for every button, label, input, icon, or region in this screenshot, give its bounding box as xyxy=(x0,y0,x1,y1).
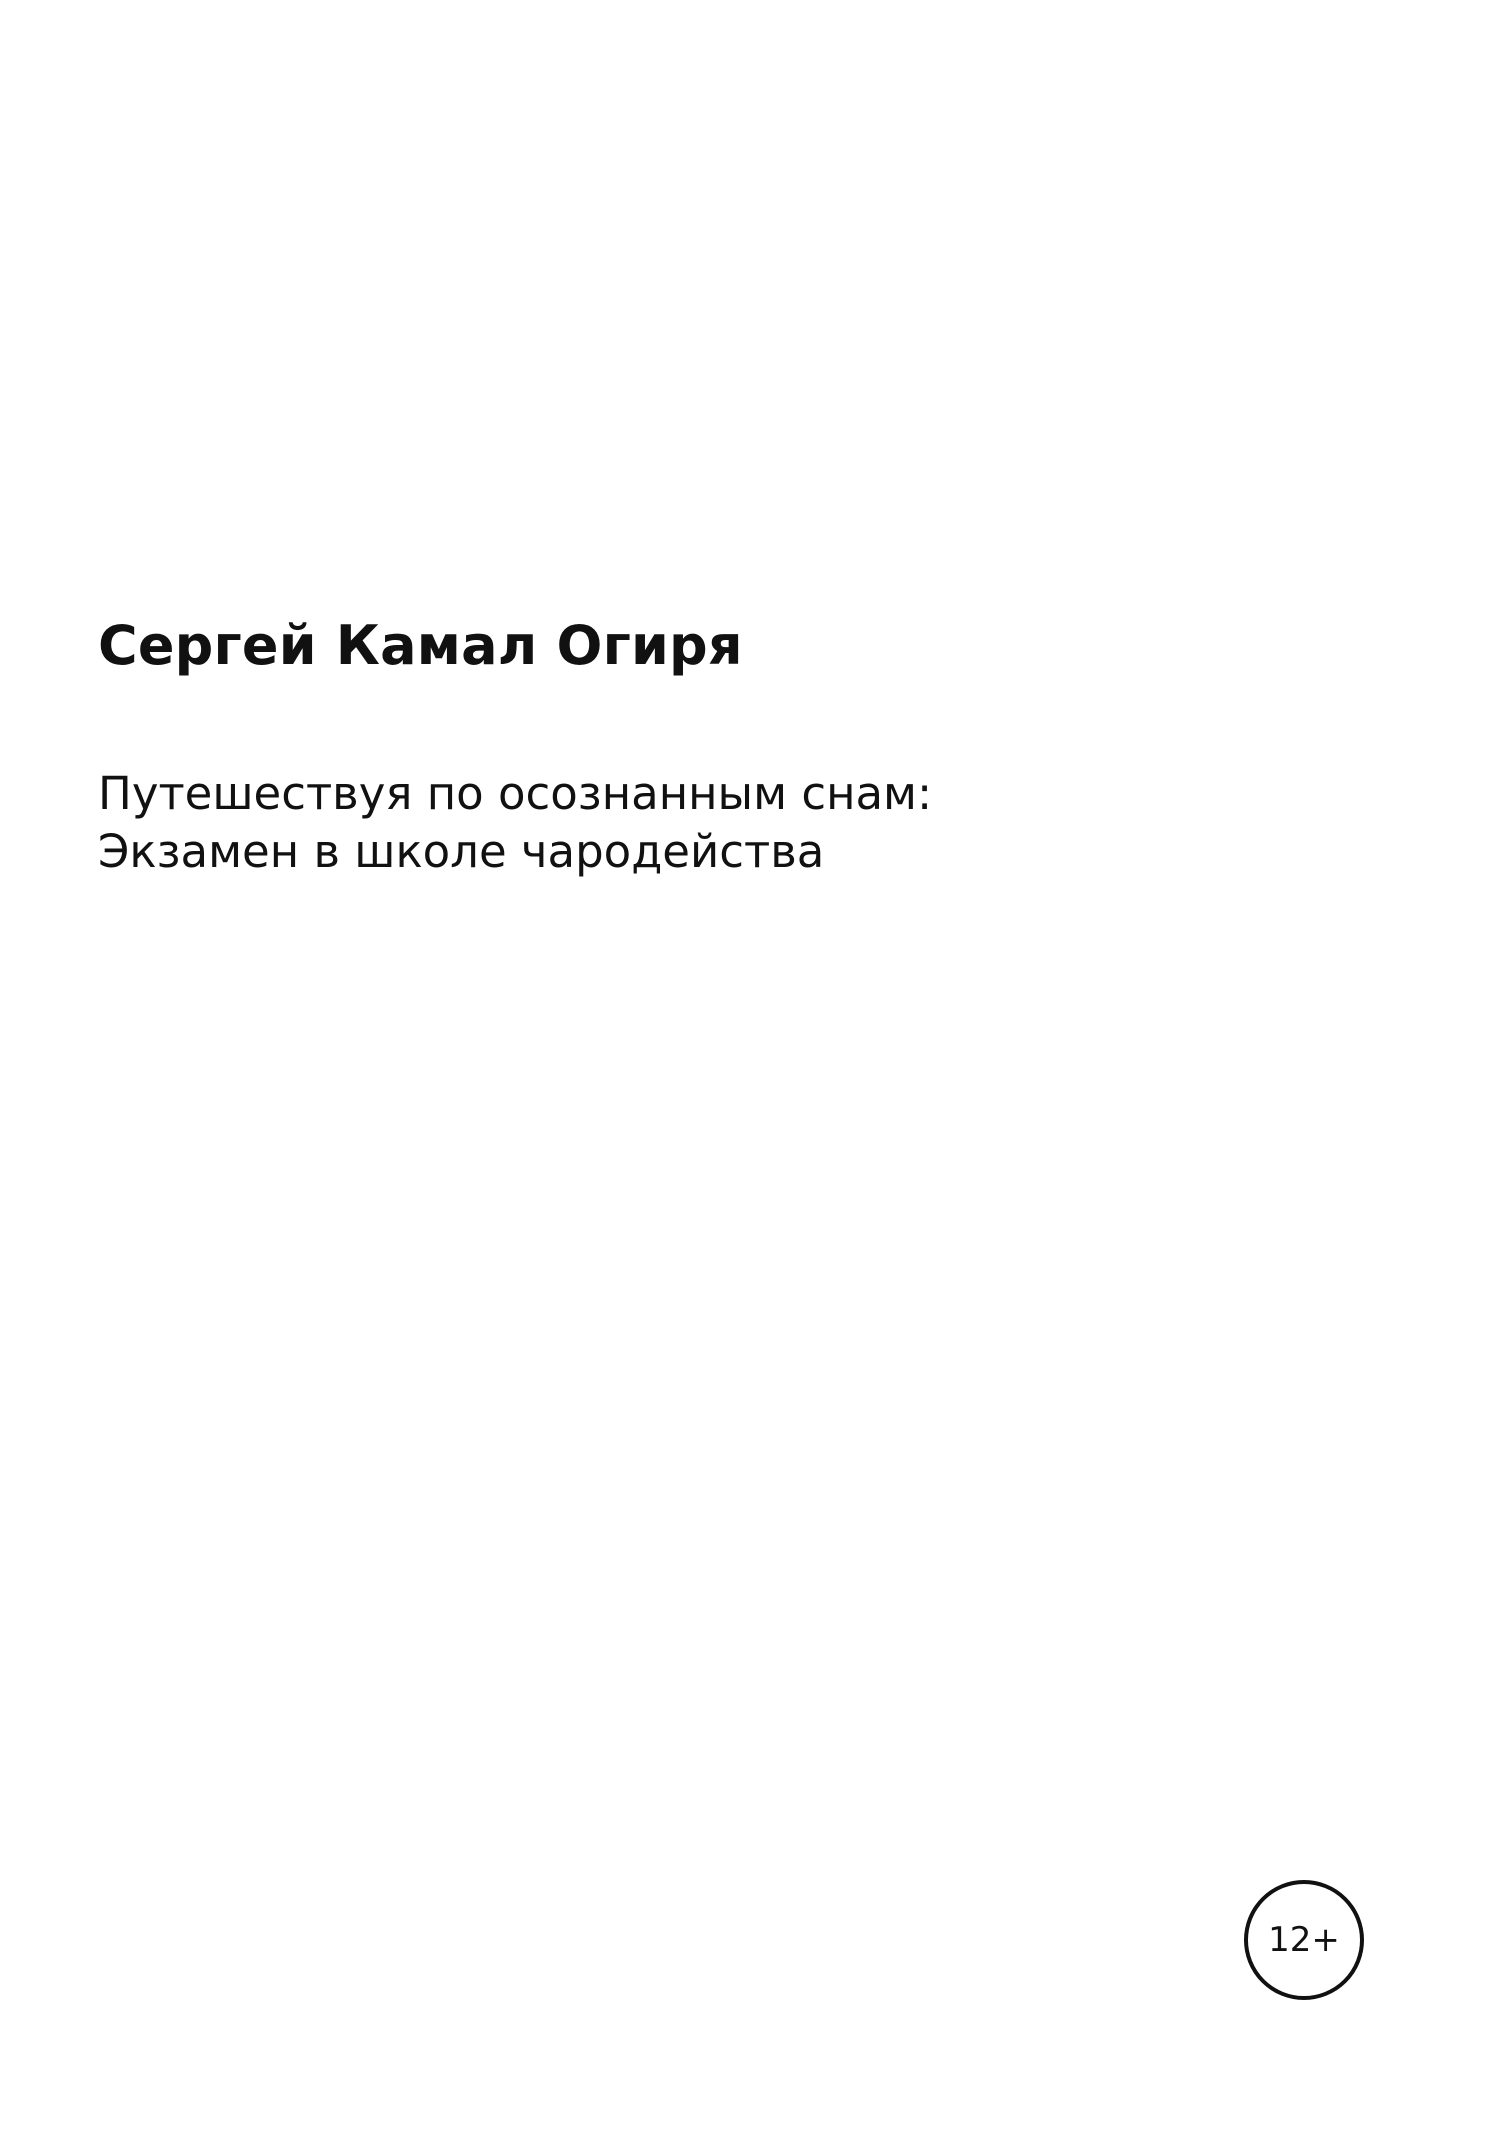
age-rating-badge xyxy=(1244,1880,1364,2000)
book-title xyxy=(98,765,1198,880)
title-line-2: Экзамен в школе чародейства xyxy=(98,824,825,878)
author-name: Сергей Камал Огиря xyxy=(98,614,743,677)
title-line-1: Путешествуя по осознанным снам: xyxy=(98,767,933,820)
age-rating-label: 12+ xyxy=(1268,1920,1340,1960)
